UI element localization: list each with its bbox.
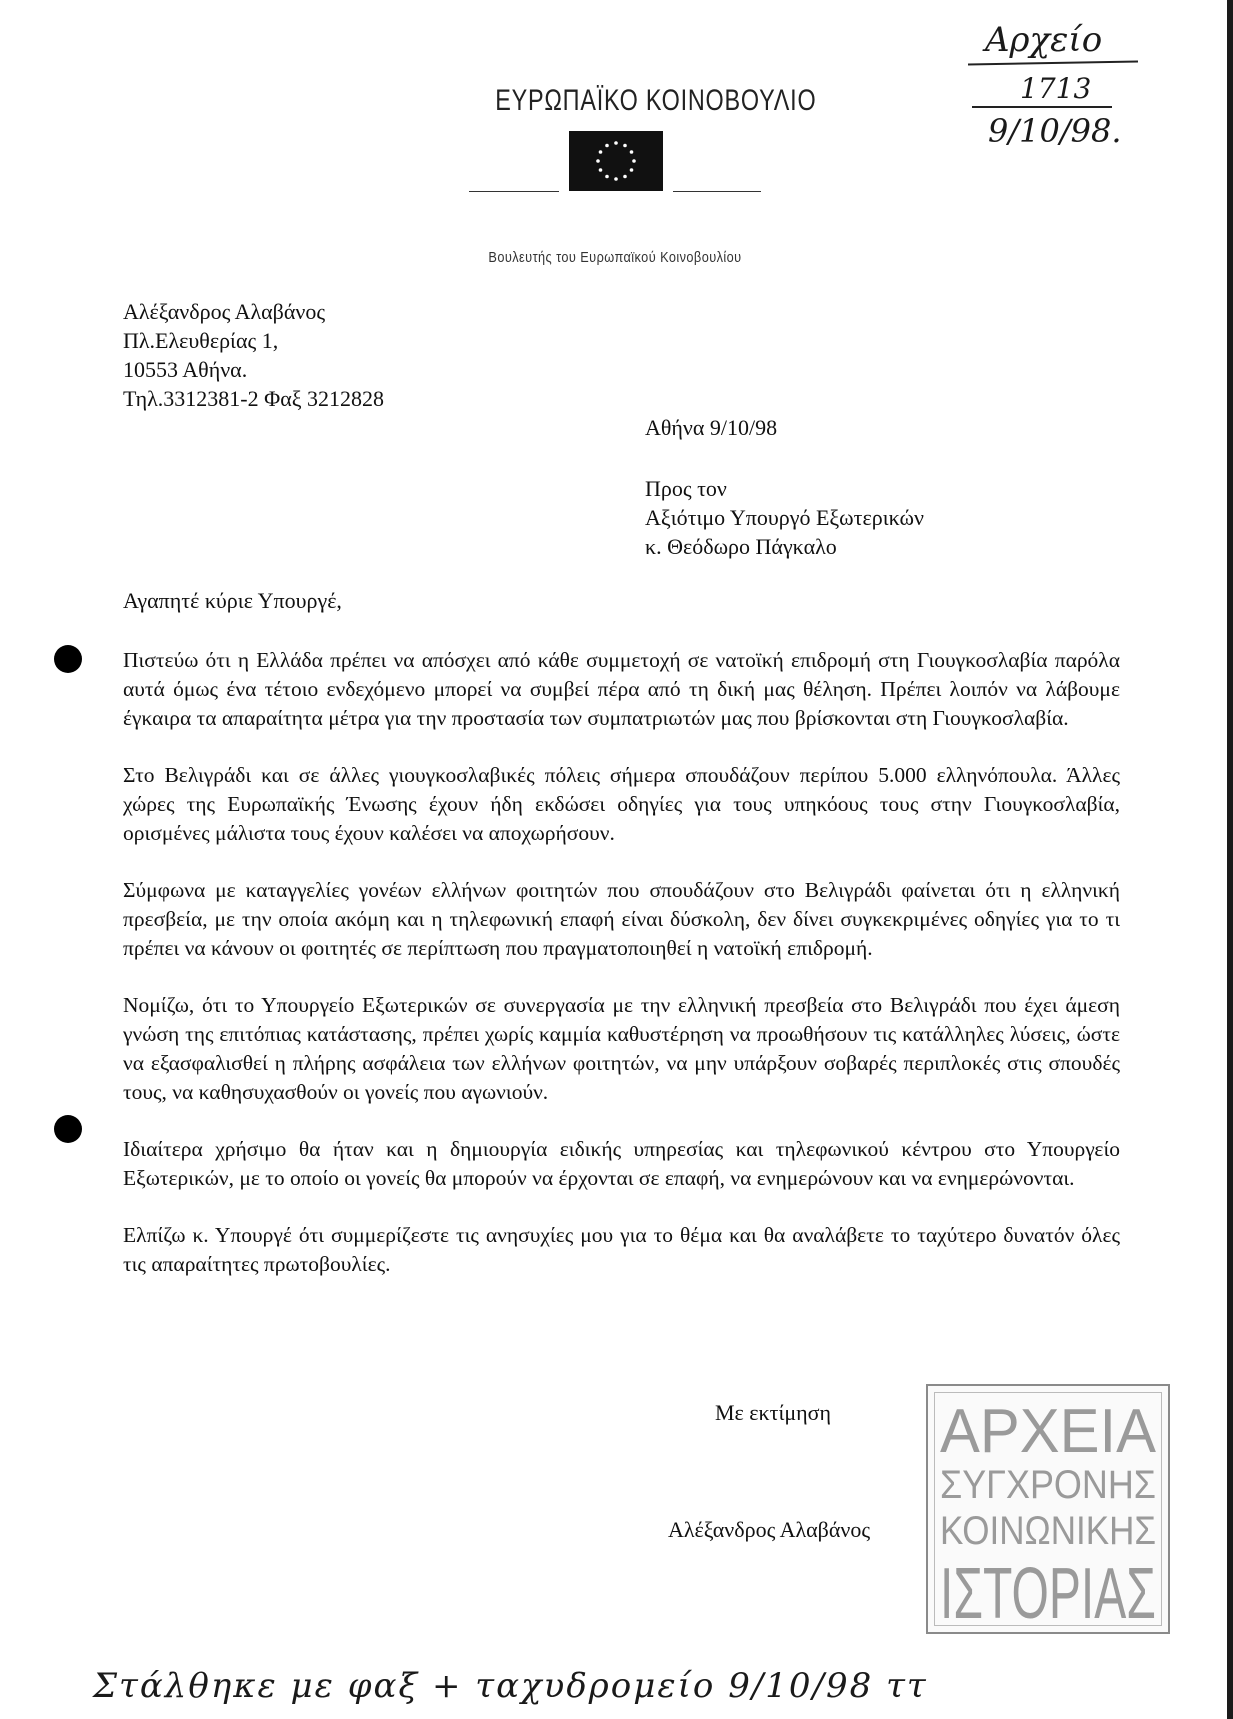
- header-rule-right: [673, 191, 761, 192]
- scan-edge: [1227, 0, 1233, 1719]
- salutation: Αγαπητέ κύριε Υπουργέ,: [123, 588, 342, 613]
- header-rule-left: [469, 191, 559, 192]
- sender-phone: Τηλ.3312381-2 Φαξ 3212828: [123, 386, 385, 411]
- body-paragraph: Ιδιαίτερα χρήσιμο θα ήταν και η δημιουργία ειδικής υπηρεσίας και τηλεφωνικού κέντρου στο Υπουργείο Εξωτερικών, με το οποίο οι γονείς θα μπορούν να έρχονται σε επαφή, να ενημερώνουν και να ενημερώνονται.: [123, 1137, 1120, 1190]
- stamp-line-1: ΑΡΧΕΙΑ: [940, 1397, 1157, 1466]
- letter-body: [123, 646, 1120, 1307]
- sender-city: 10553 Αθήνα.: [123, 357, 248, 382]
- sender-block: [123, 297, 384, 413]
- punch-hole-icon: [54, 645, 82, 673]
- header-title: ΕΥΡΩΠΑΪΚΟ ΚΟΙΝΟΒΟΥΛΙΟ: [495, 84, 817, 117]
- archive-stamp: [926, 1384, 1170, 1634]
- sender-name: Αλέξανδρος Αλαβάνος: [123, 299, 326, 324]
- body-paragraph: Ελπίζω κ. Υπουργέ ότι συμμερίζεστε τις ανησυχίες μου για το θέμα και θα αναλάβετε το ταχύτερο δυνατόν όλες τις απαραίτητες πρωτοβουλίες.: [123, 1223, 1120, 1276]
- body-paragraph: Πιστεύω ότι η Ελλάδα πρέπει να απόσχει από κάθε συμμετοχή σε νατοϊκή επιδρομή στη Γιουγκοσλαβία παρόλα αυτά όμως ένα τέτοιο ενδεχόμενο μπορεί να συμβεί πέρα από τη δική μας θέληση. Πρέπει λοιπόν να λάβουμε έγκαιρα τα απαραίτητα μέτρα για την προστασία των συμπατριωτών μας που βρίσκονται στη Γιουγκοσλαβία.: [123, 648, 1120, 730]
- body-paragraph: Στο Βελιγράδι και σε άλλες γιουγκοσλαβικές πόλεις σήμερα σπουδάζουν περίπου 5.000 ελληνόπουλα. Άλλες χώρες της Ευρωπαϊκής Ένωσης έχουν ήδη εκδώσει οδηγίες για τους υπηκόους τους στην Γιουγκοσλαβία, ορισμένες μάλιστα τους έχουν καλέσει να αποχωρήσουν.: [123, 763, 1120, 845]
- handwritten-archive-date: 9/10/98.: [988, 112, 1122, 150]
- punch-hole-icon: [54, 1115, 82, 1143]
- letter-date: Αθήνα 9/10/98: [645, 415, 778, 440]
- closing: Με εκτίμηση: [715, 1400, 832, 1425]
- body-paragraph: Σύμφωνα με καταγγελίες γονέων ελλήνων φοιτητών που σπουδάζουν στο Βελιγράδι φαίνεται ότι η ελληνική πρεσβεία, με την οποία ακόμη και η τηλεφωνική επαφή είναι δύσκολη, δεν δίνει συγκεκριμένες οδηγίες για το τι πρέπει να κάνουν οι φοιτητές σε περίπτωση που πραγματοποιηθεί η νατοϊκή επιδρομή.: [123, 878, 1120, 960]
- sender-address: Πλ.Ελευθερίας 1,: [123, 328, 279, 353]
- recipient-block: [645, 474, 924, 561]
- handwritten-underline-2: [972, 106, 1112, 108]
- stamp-line-3: ΚΟΙΝΩΝΙΚΗΣ: [940, 1509, 1156, 1553]
- signature-name: Αλέξανδρος Αλαβάνος: [668, 1517, 871, 1542]
- handwritten-underline: [968, 61, 1138, 66]
- body-paragraph: Νομίζω, ότι το Υπουργείο Εξωτερικών σε συνεργασία με την ελληνική πρεσβεία στο Βελιγράδι που έχει άμεση γνώση της επιτόπιας κατάστασης, πρέπει χωρίς καμμία καθυστέρηση να προωθήσουν τις κατάλληλες λύσεις, ώστε να εξασφαλισθεί η πλήρης ασφάλεια των ελλήνων φοιτητών, να μην υπάρξουν σοβαρές περιπλοκές στις σπουδές τους, να καθησυχασθούν οι γονείς που αγωνιούν.: [123, 993, 1120, 1104]
- handwritten-bottom-note: Στάλθηκε με φαξ + ταχυδρομείο 9/10/98 ττ: [93, 1666, 928, 1706]
- recipient-line-2: Αξιότιμο Υπουργό Εξωτερικών: [645, 505, 924, 530]
- handwritten-archive-label: Αρχείο: [985, 20, 1103, 60]
- header-subtitle: Βουλευτής του Ευρωπαϊκού Κοινοβουλίου: [488, 249, 742, 266]
- eu-flag-icon: [569, 131, 663, 191]
- handwritten-archive-number: 1713: [1020, 72, 1092, 105]
- stamp-line-2: ΣΥΓΧΡΟΝΗΣ: [940, 1463, 1156, 1507]
- recipient-line-3: κ. Θεόδωρο Πάγκαλο: [645, 534, 837, 559]
- recipient-line-1: Προς τον: [645, 476, 727, 501]
- stamp-line-4: ΙΣΤΟΡΙΑΣ: [940, 1554, 1156, 1634]
